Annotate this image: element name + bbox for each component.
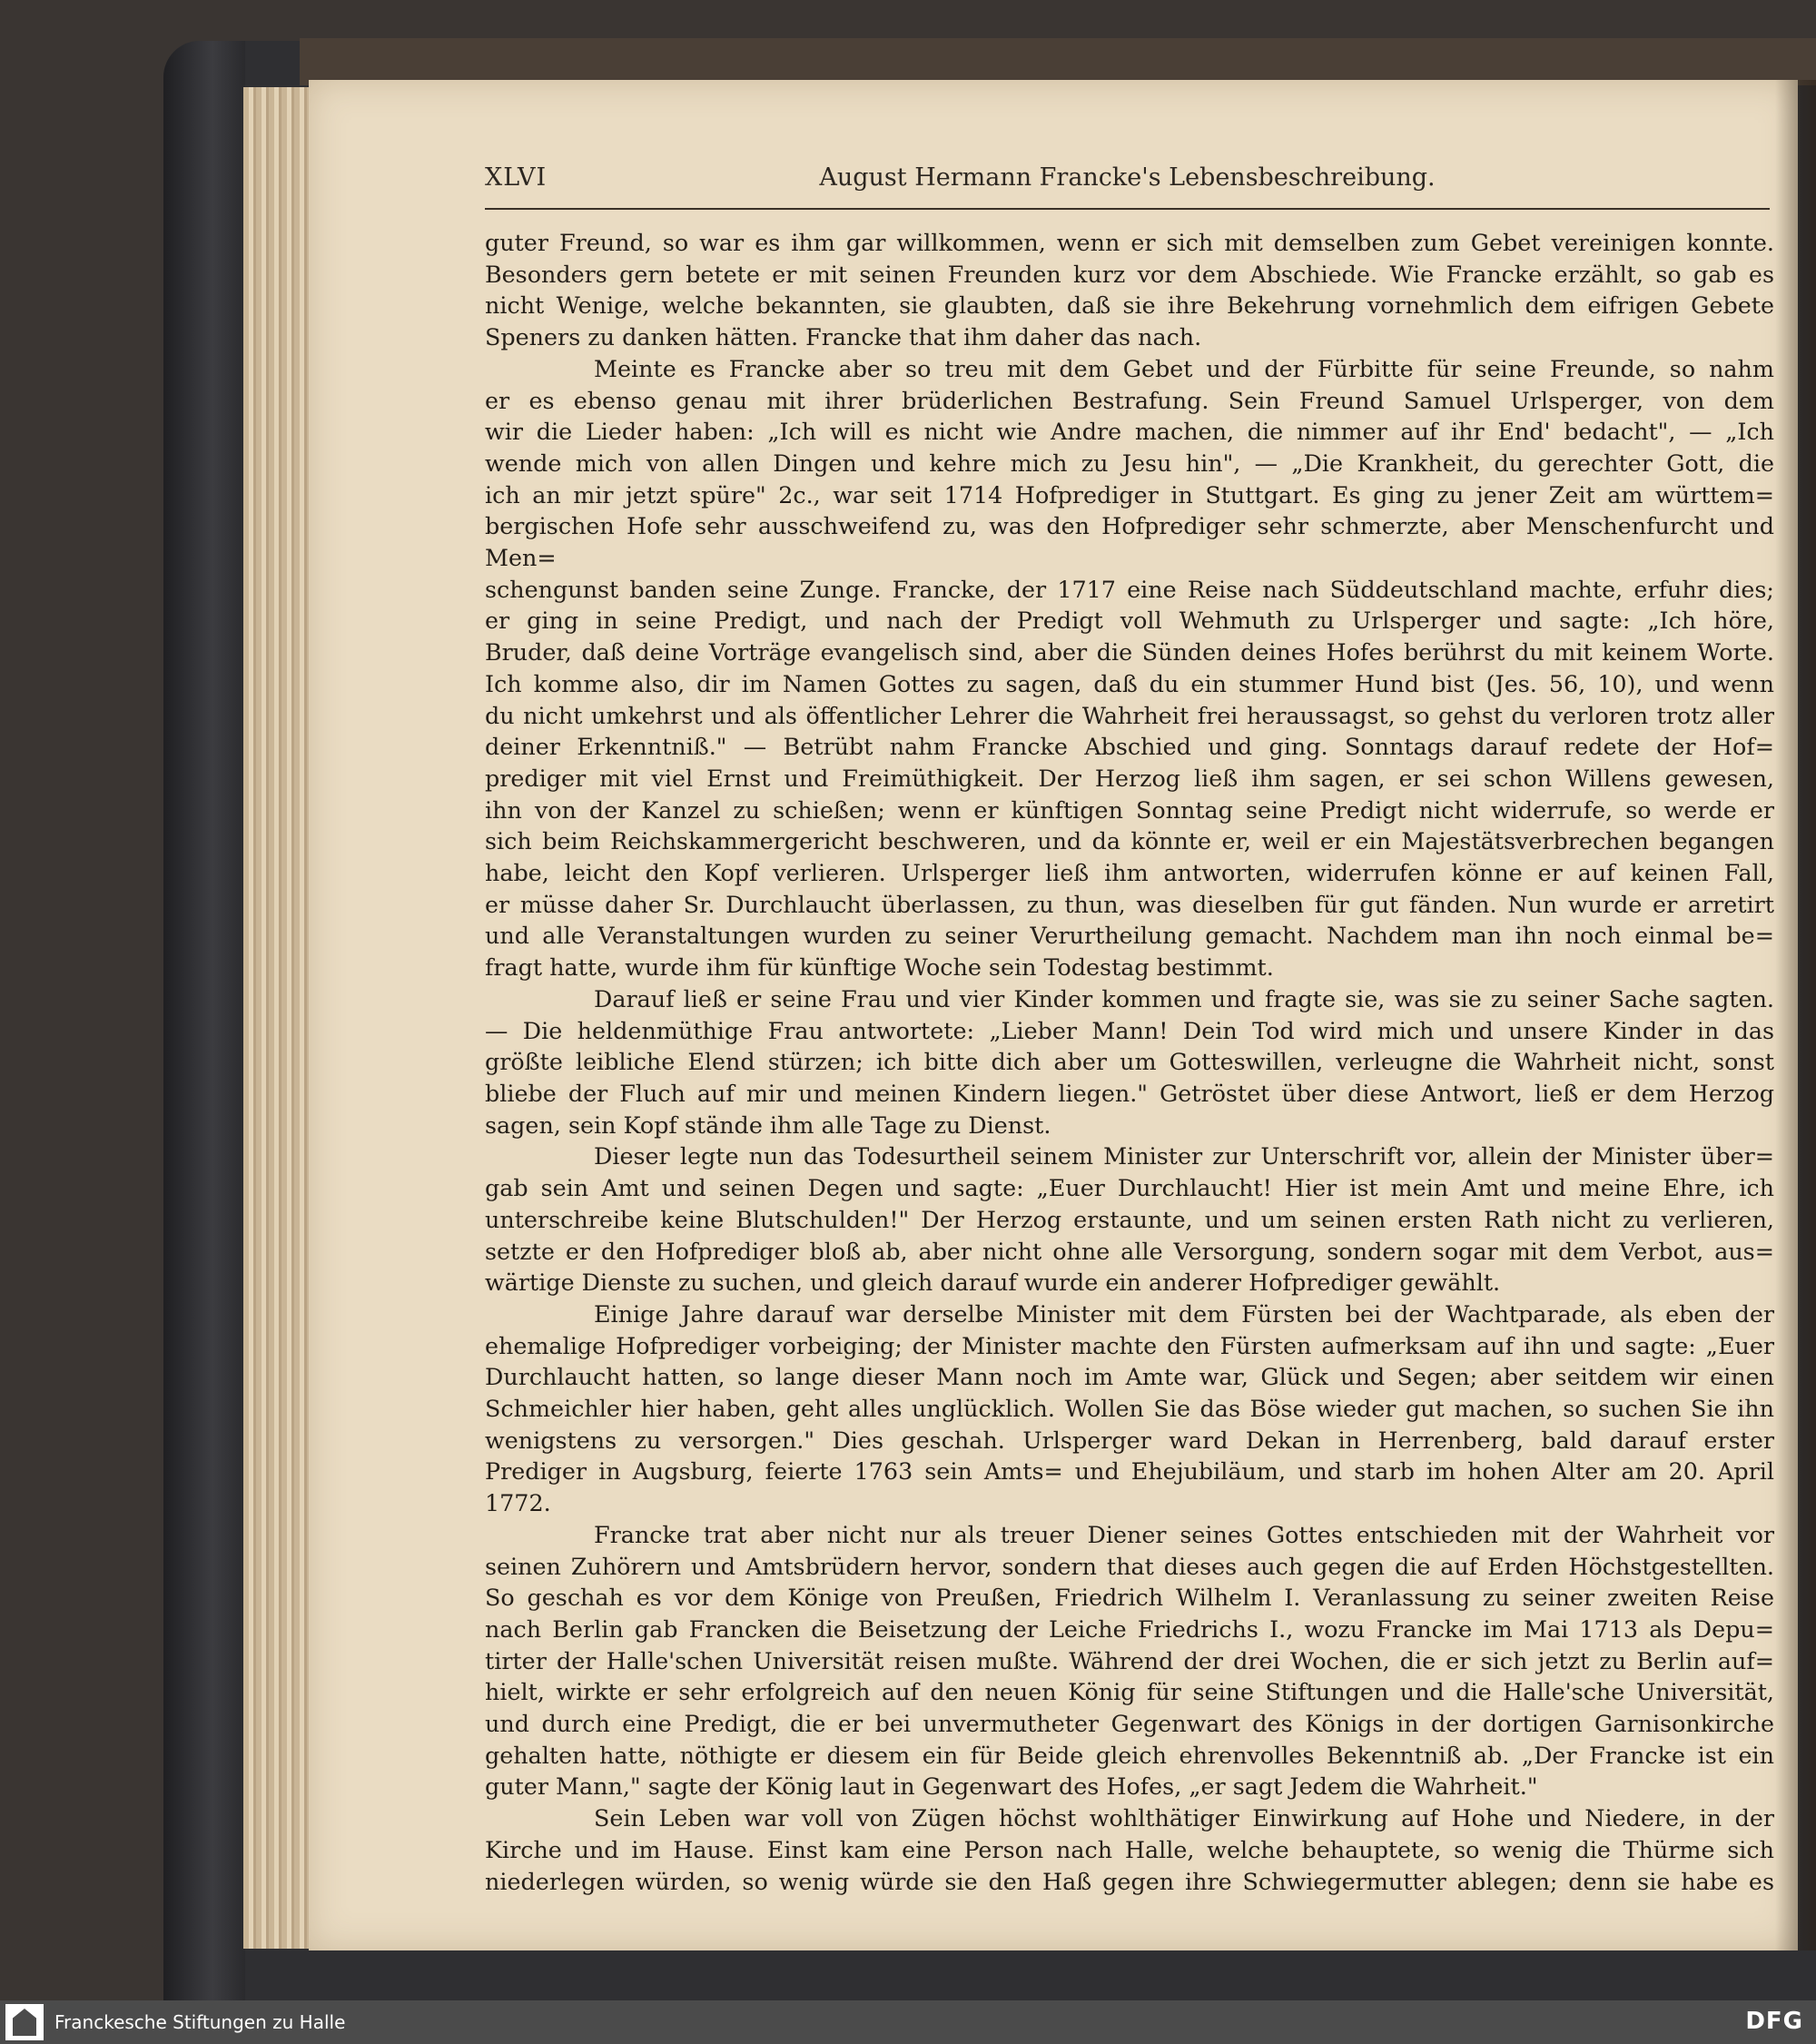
text-line: gab sein Amt und seinen Degen und sagte: „Euer Durchlaucht! Hier ist mein Amt und meine Ehre, ich — [485, 1174, 1774, 1202]
text-line: er müsse daher Sr. Durchlaucht überlassen, zu thun, was dieselben für gut fänden. Nun wurde er arretirt — [485, 890, 1774, 918]
text-line: guter Freund, so war es ihm gar willkommen, wenn er sich mit demselben zum Gebet vereinigen konnte. — [485, 229, 1774, 256]
text-line: So geschah es vor dem Könige von Preußen, Friedrich Wilhelm I. Veranlassung zu seiner zweiten Reise — [485, 1584, 1774, 1612]
text-line: niederlegen würden, so wenig würde sie den Haß gegen ihre Schwiegermutter ablegen; denn sie habe es — [485, 1867, 1774, 1895]
text-line: seinen Zuhörern und Amtsbrüdern hervor, sondern that dieses auch gegen die auf Erden Höchstgestellten. — [485, 1552, 1774, 1580]
book-spine — [163, 41, 245, 2000]
institution-name[interactable]: Franckesche Stiftungen zu Halle — [54, 2011, 346, 2033]
text-line: Schmeichler hier haben, geht alles unglücklich. Wollen Sie das Böse wieder gut machen, so suchen Sie ihn — [485, 1395, 1774, 1423]
text-line: gehalten hatte, nöthigte er diesem ein für Beide gleich ehrenvolles Bekenntniß ab. „Der Francke ist ein — [485, 1741, 1774, 1769]
text-line: sagen, sein Kopf stände ihm alle Tage zu Dienst. — [485, 1111, 1051, 1139]
text-line: nach Berlin gab Francken die Beisetzung der Leiche Friedrichs I., wozu Francke im Mai 1713 als Depu= — [485, 1614, 1774, 1643]
header-rule — [485, 208, 1770, 210]
text-line: du nicht umkehrst und als öffentlicher Lehrer die Wahrheit frei heraussagst, so gehst du verloren trotz aller — [485, 701, 1774, 729]
dfg-logo: DFG — [1745, 2008, 1803, 2035]
text-line: wir die Lieder haben: „Ich will es nicht wie Andre machen, die nimmer auf ihr End' bedacht", — „Ich — [485, 418, 1774, 446]
text-line: Dieser legte nun das Todesurtheil seinem Minister zur Unterschrift vor, allein der Minister über= — [594, 1142, 1774, 1170]
text-line: schengunst banden seine Zunge. Francke, der 1717 eine Reise nach Süddeutschland machte, erfuhr dies; — [485, 575, 1774, 603]
running-head — [485, 163, 1770, 205]
text-line: ich an mir jetzt spüre" 2c., war seit 1714 Hofprediger in Stuttgart. Es ging zu jener Zeit am württem= — [485, 480, 1774, 509]
franckesche-stiftungen-logo-icon[interactable] — [5, 2004, 44, 2040]
text-line: Meinte es Francke aber so treu mit dem Gebet und der Fürbitte für seine Freunde, so nahm — [594, 354, 1774, 382]
text-line: ehemalige Hofprediger vorbeiging; der Minister machte den Fürsten aufmerksam auf ihn und sagte: „Euer — [485, 1331, 1774, 1359]
page-gutter-shadow — [1775, 80, 1816, 1950]
text-line: Darauf ließ er seine Frau und vier Kinder kommen und fragte sie, was sie zu seiner Sache sagten. — [594, 984, 1774, 1012]
body-text — [485, 227, 1774, 1897]
text-line: bliebe der Fluch auf mir und meinen Kindern liegen." Getröstet über diese Antwort, ließ er dem Herzog — [485, 1079, 1774, 1107]
text-line: und durch eine Predigt, die er bei unvermutheter Gegenwart des Königs in der dortigen Garnisonkirche — [485, 1710, 1774, 1738]
text-line: tirter der Halle'schen Universität reisen mußte. Während der drei Wochen, die er sich jetzt zu Berlin auf= — [485, 1646, 1774, 1674]
text-line: setzte er den Hofprediger bloß ab, aber nicht ohne alle Versorgung, sondern sogar mit dem Verbot, aus= — [485, 1237, 1774, 1265]
text-line: — Die heldenmüthige Frau antwortete: „Lieber Mann! Dein Tod wird mich und unsere Kinder in das — [485, 1016, 1774, 1044]
text-line: Kirche und im Hause. Einst kam eine Person nach Halle, welche behauptete, so wenig die Thürme sich — [485, 1835, 1774, 1863]
text-line: Speners zu danken hätten. Francke that ihm daher das nach. — [485, 323, 1202, 351]
cover-top-edge — [300, 38, 1816, 85]
text-line: Ich komme also, dir im Namen Gottes zu sagen, daß du ein stummer Hund bist (Jes. 56, 10), und wenn — [485, 669, 1774, 697]
text-line: Prediger in Augsburg, feierte 1763 sein Amts= und Ehejubiläum, und starb im hohen Alter am 20. April 1772. — [485, 1457, 1774, 1517]
text-line: wenigstens zu versorgen." Dies geschah. Urlsperger ward Dekan in Herrenberg, bald darauf erster — [485, 1426, 1774, 1454]
text-line: prediger mit viel Ernst und Freimüthigkeit. Der Herzog ließ ihm sagen, er sei schon Willens gewesen, — [485, 764, 1774, 792]
text-line: Francke trat aber nicht nur als treuer Diener seines Gottes entschieden mit der Wahrheit vor — [594, 1520, 1774, 1548]
text-line: Bruder, daß deine Vorträge evangelisch sind, aber die Sünden deines Hofes berührst du mit keinem Worte. — [485, 638, 1774, 667]
text-line: er es ebenso genau mit ihrer brüderlichen Bestrafung. Sein Freund Samuel Urlsperger, von dem — [485, 386, 1774, 414]
text-line: habe, leicht den Kopf verlieren. Urlsperger ließ ihm antworten, widerrufen könne er auf keinen Fall, — [485, 859, 1774, 887]
text-line: ihn von der Kanzel zu schießen; wenn er künftigen Sonntag seine Predigt nicht widerrufe, so werde er — [485, 795, 1774, 824]
text-line: fragt hatte, wurde ihm für künftige Woche sein Todestag bestimmt. — [485, 953, 1274, 982]
text-line: deiner Erkenntniß." — Betrübt nahm Francke Abschied und ging. Sonntags darauf redete der Hof= — [485, 733, 1774, 761]
text-line: wärtige Dienste zu suchen, und gleich darauf wurde ein anderer Hofprediger gewählt. — [485, 1269, 1501, 1297]
text-line: bergischen Hofe sehr ausschweifend zu, was den Hofprediger sehr schmerzte, aber Menschenfurcht und Men= — [485, 512, 1774, 572]
text-line: wende mich von allen Dingen und kehre mich zu Jesu hin", — „Die Krankheit, du gerechter Gott, die — [485, 449, 1774, 477]
page-number: XLVI — [485, 163, 548, 192]
running-title: August Hermann Francke's Lebensbeschreibung. — [819, 163, 1436, 192]
logo-mark-icon — [13, 2009, 36, 2036]
text-line: Durchlaucht hatten, so lange dieser Mann noch im Amte war, Glück und Segen; aber seitdem wir einen — [485, 1363, 1774, 1391]
text-line: und alle Veranstaltungen wurden zu seiner Verurtheilung gemacht. Nachdem man ihn noch einmal be= — [485, 922, 1774, 950]
text-line: unterschreibe keine Blutschulden!" Der Herzog erstaunte, und um seinen ersten Rath nicht zu verlieren, — [485, 1205, 1774, 1233]
text-line: hielt, wirkte er sehr erfolgreich auf den neuen König für seine Stiftungen und die Halle'sche Universität, — [485, 1678, 1774, 1706]
text-line: nicht Wenige, welche bekannten, sie glaubten, daß sie ihre Bekehrung vornehmlich dem eifrigen Gebete — [485, 291, 1774, 320]
footer-bar — [0, 2000, 1816, 2044]
text-line: sich beim Reichskammergericht beschweren, und da könnte er, weil er ein Majestätsverbrechen begangen — [485, 827, 1774, 855]
text-line: guter Mann," sagte der König laut in Gegenwart des Hofes, „er sagt Jedem die Wahrheit." — [485, 1772, 1538, 1801]
text-line: er ging in seine Predigt, und nach der Predigt voll Wehmuth zu Urlsperger und sagte: „Ich höre, — [485, 607, 1774, 635]
text-line: Besonders gern betete er mit seinen Freunden kurz vor dem Abschiede. Wie Francke erzählt, so gab es — [485, 260, 1774, 288]
text-line: größte leibliche Elend stürzen; ich bitte dich aber um Gotteswillen, verleugne die Wahrheit nicht, sonst — [485, 1048, 1774, 1076]
text-line: Sein Leben war voll von Zügen höchst wohlthätiger Einwirkung auf Hohe und Niedere, in der — [594, 1804, 1774, 1832]
text-line: Einige Jahre darauf war derselbe Minister mit dem Fürsten bei der Wachtparade, als eben der — [594, 1299, 1774, 1328]
